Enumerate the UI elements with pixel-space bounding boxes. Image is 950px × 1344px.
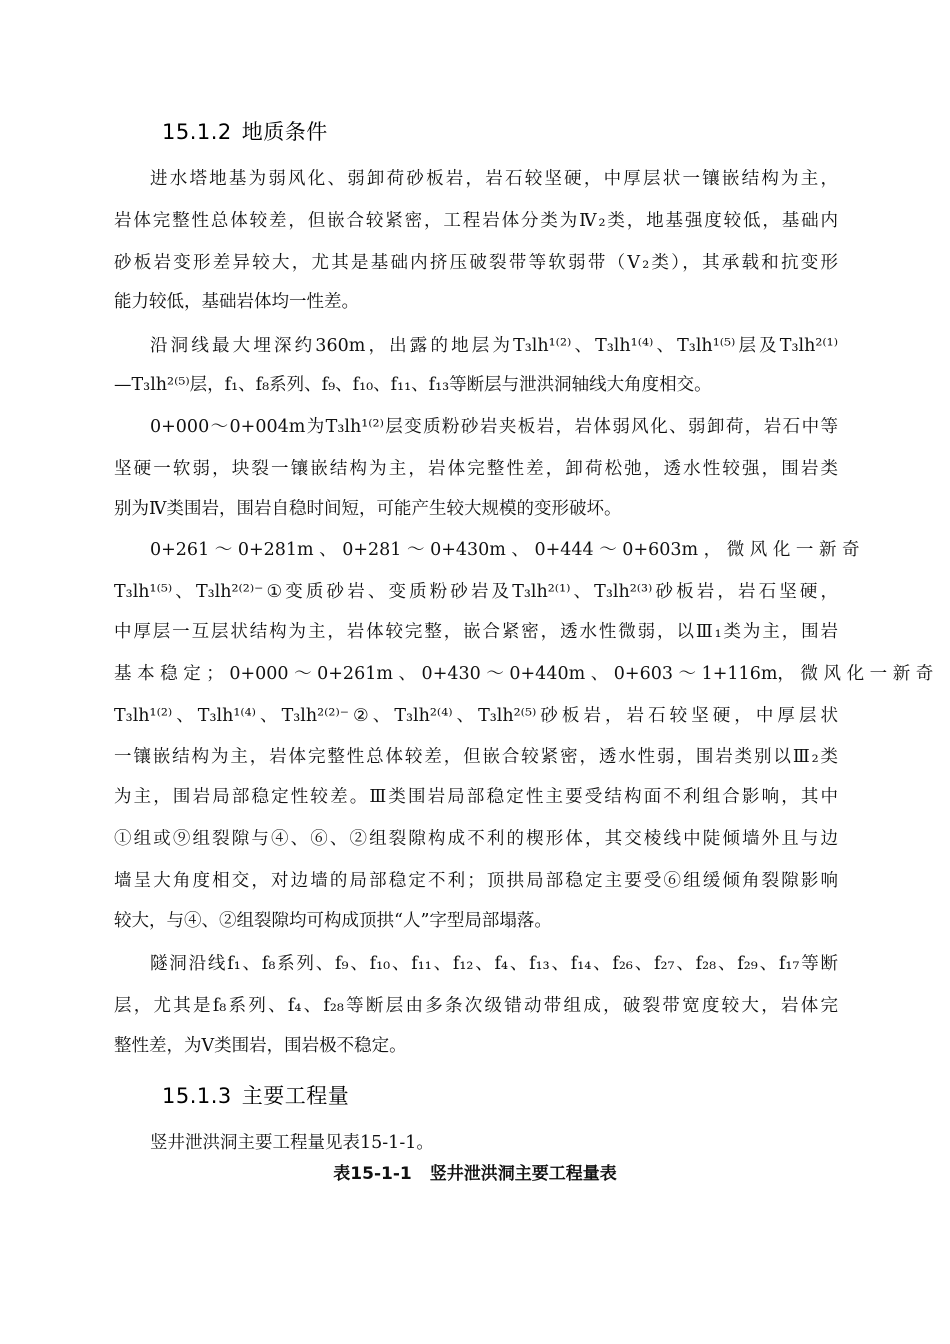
table-caption: [0, 1160, 950, 1188]
section-heading-quantities: [162, 1080, 349, 1110]
text-line: —T₃lh²⁽⁵⁾层，f₁、f₈系列、f₉、f₁₀、f₁₁、f₁₃等断层与泄洪洞轴线大角度相交。: [114, 375, 712, 395]
text-line: ①组或⑨组裂隙与④、⑥、②组裂隙构成不利的楔形体，其交棱线中陡倾墙外且与边: [114, 829, 838, 849]
text-line: 墙呈大角度相交，对边墙的局部稳定不利；顶拱局部稳定主要受⑥组缓倾角裂隙影响: [114, 871, 838, 891]
text-line: 0+261 ～ 0+281m 、 0+281 ～ 0+430m 、 0+444 ～ 0+603m ， 微 风 化 一 新 奇: [150, 540, 860, 560]
text-line: T₃lh¹⁽⁵⁾、T₃lh²⁽²⁾⁻①变质砂岩、变质粉砂岩及T₃lh²⁽¹⁾、T₃lh²⁽³⁾砂板岩，岩石坚硬，: [114, 582, 838, 602]
section-heading-geology: [162, 116, 328, 146]
text-line: 坚硬一软弱，块裂一镶嵌结构为主，岩体完整性差，卸荷松弛，透水性较强，围岩类: [114, 459, 838, 479]
text-line: 砂板岩变形差异较大，尤其是基础内挤压破裂带等软弱带（Ⅴ₂类），其承载和抗变形: [114, 253, 838, 273]
text-line: 隧洞沿线f₁、f₈系列、f₉、f₁₀、f₁₁、f₁₂、f₄、f₁₃、f₁₄、f₂₆、f₂₇、f₂₈、f₂₉、f₁₇等断: [150, 954, 838, 974]
table-reference-text: 竖井泄洪洞主要工程量见表15-1-1。: [150, 1133, 434, 1153]
section-number: 15.1.2: [162, 120, 232, 144]
text-line: 一镶嵌结构为主，岩体完整性总体较差，但嵌合较紧密，透水性弱，围岩类别以Ⅲ₂类: [114, 747, 838, 767]
text-line: 进水塔地基为弱风化、弱卸荷砂板岩，岩石较坚硬，中厚层状一镶嵌结构为主，: [150, 169, 838, 189]
text-line: 整性差，为Ⅴ类围岩，围岩极不稳定。: [114, 1036, 407, 1056]
text-line: 较大，与④、②组裂隙均可构成顶拱“人”字型局部塌落。: [114, 911, 552, 931]
text-line: 基 本 稳 定 ； 0+000 ～ 0+261m 、 0+430 ～ 0+440m 、 0+603 ～ 1+116m， 微 风 化 一 新 奇: [114, 664, 934, 684]
text-line: 岩体完整性总体较差，但嵌合较紧密，工程岩体分类为Ⅳ₂类，地基强度较低，基础内: [114, 211, 838, 231]
table-caption-title: 竖井泄洪洞主要工程量表: [429, 1164, 617, 1184]
section-title: 主要工程量: [241, 1084, 350, 1108]
text-line: 0+000～0+004m为T₃lh¹⁽²⁾层变质粉砂岩夹板岩，岩体弱风化、弱卸荷，岩石中等: [150, 417, 838, 437]
text-line: T₃lh¹⁽²⁾、T₃lh¹⁽⁴⁾、T₃lh²⁽²⁾⁻②、T₃lh²⁽⁴⁾、T₃lh²⁽⁵⁾砂板岩，岩石较坚硬，中厚层状: [114, 706, 838, 726]
text-line: 别为Ⅳ类围岩，围岩自稳时间短，可能产生较大规模的变形破坏。: [114, 499, 622, 519]
table-caption-number: 表15-1-1: [333, 1164, 412, 1184]
text-line: 层，尤其是f₈系列、f₄、f₂₈等断层由多条次级错动带组成，破裂带宽度较大，岩体完: [114, 996, 838, 1016]
section-title: 地质条件: [241, 120, 328, 144]
text-line: 中厚层一互层状结构为主，岩体较完整，嵌合紧密，透水性微弱，以Ⅲ₁类为主，围岩: [114, 622, 838, 642]
text-line: 能力较低，基础岩体均一性差。: [114, 292, 359, 312]
text-line: 沿洞线最大埋深约360m，出露的地层为T₃lh¹⁽²⁾、T₃lh¹⁽⁴⁾、T₃lh¹⁽⁵⁾层及T₃lh²⁽¹⁾: [150, 336, 838, 356]
text-line: 为主，围岩局部稳定性较差。Ⅲ类围岩局部稳定性主要受结构面不利组合影响，其中: [114, 787, 838, 807]
section-number: 15.1.3: [162, 1084, 232, 1108]
